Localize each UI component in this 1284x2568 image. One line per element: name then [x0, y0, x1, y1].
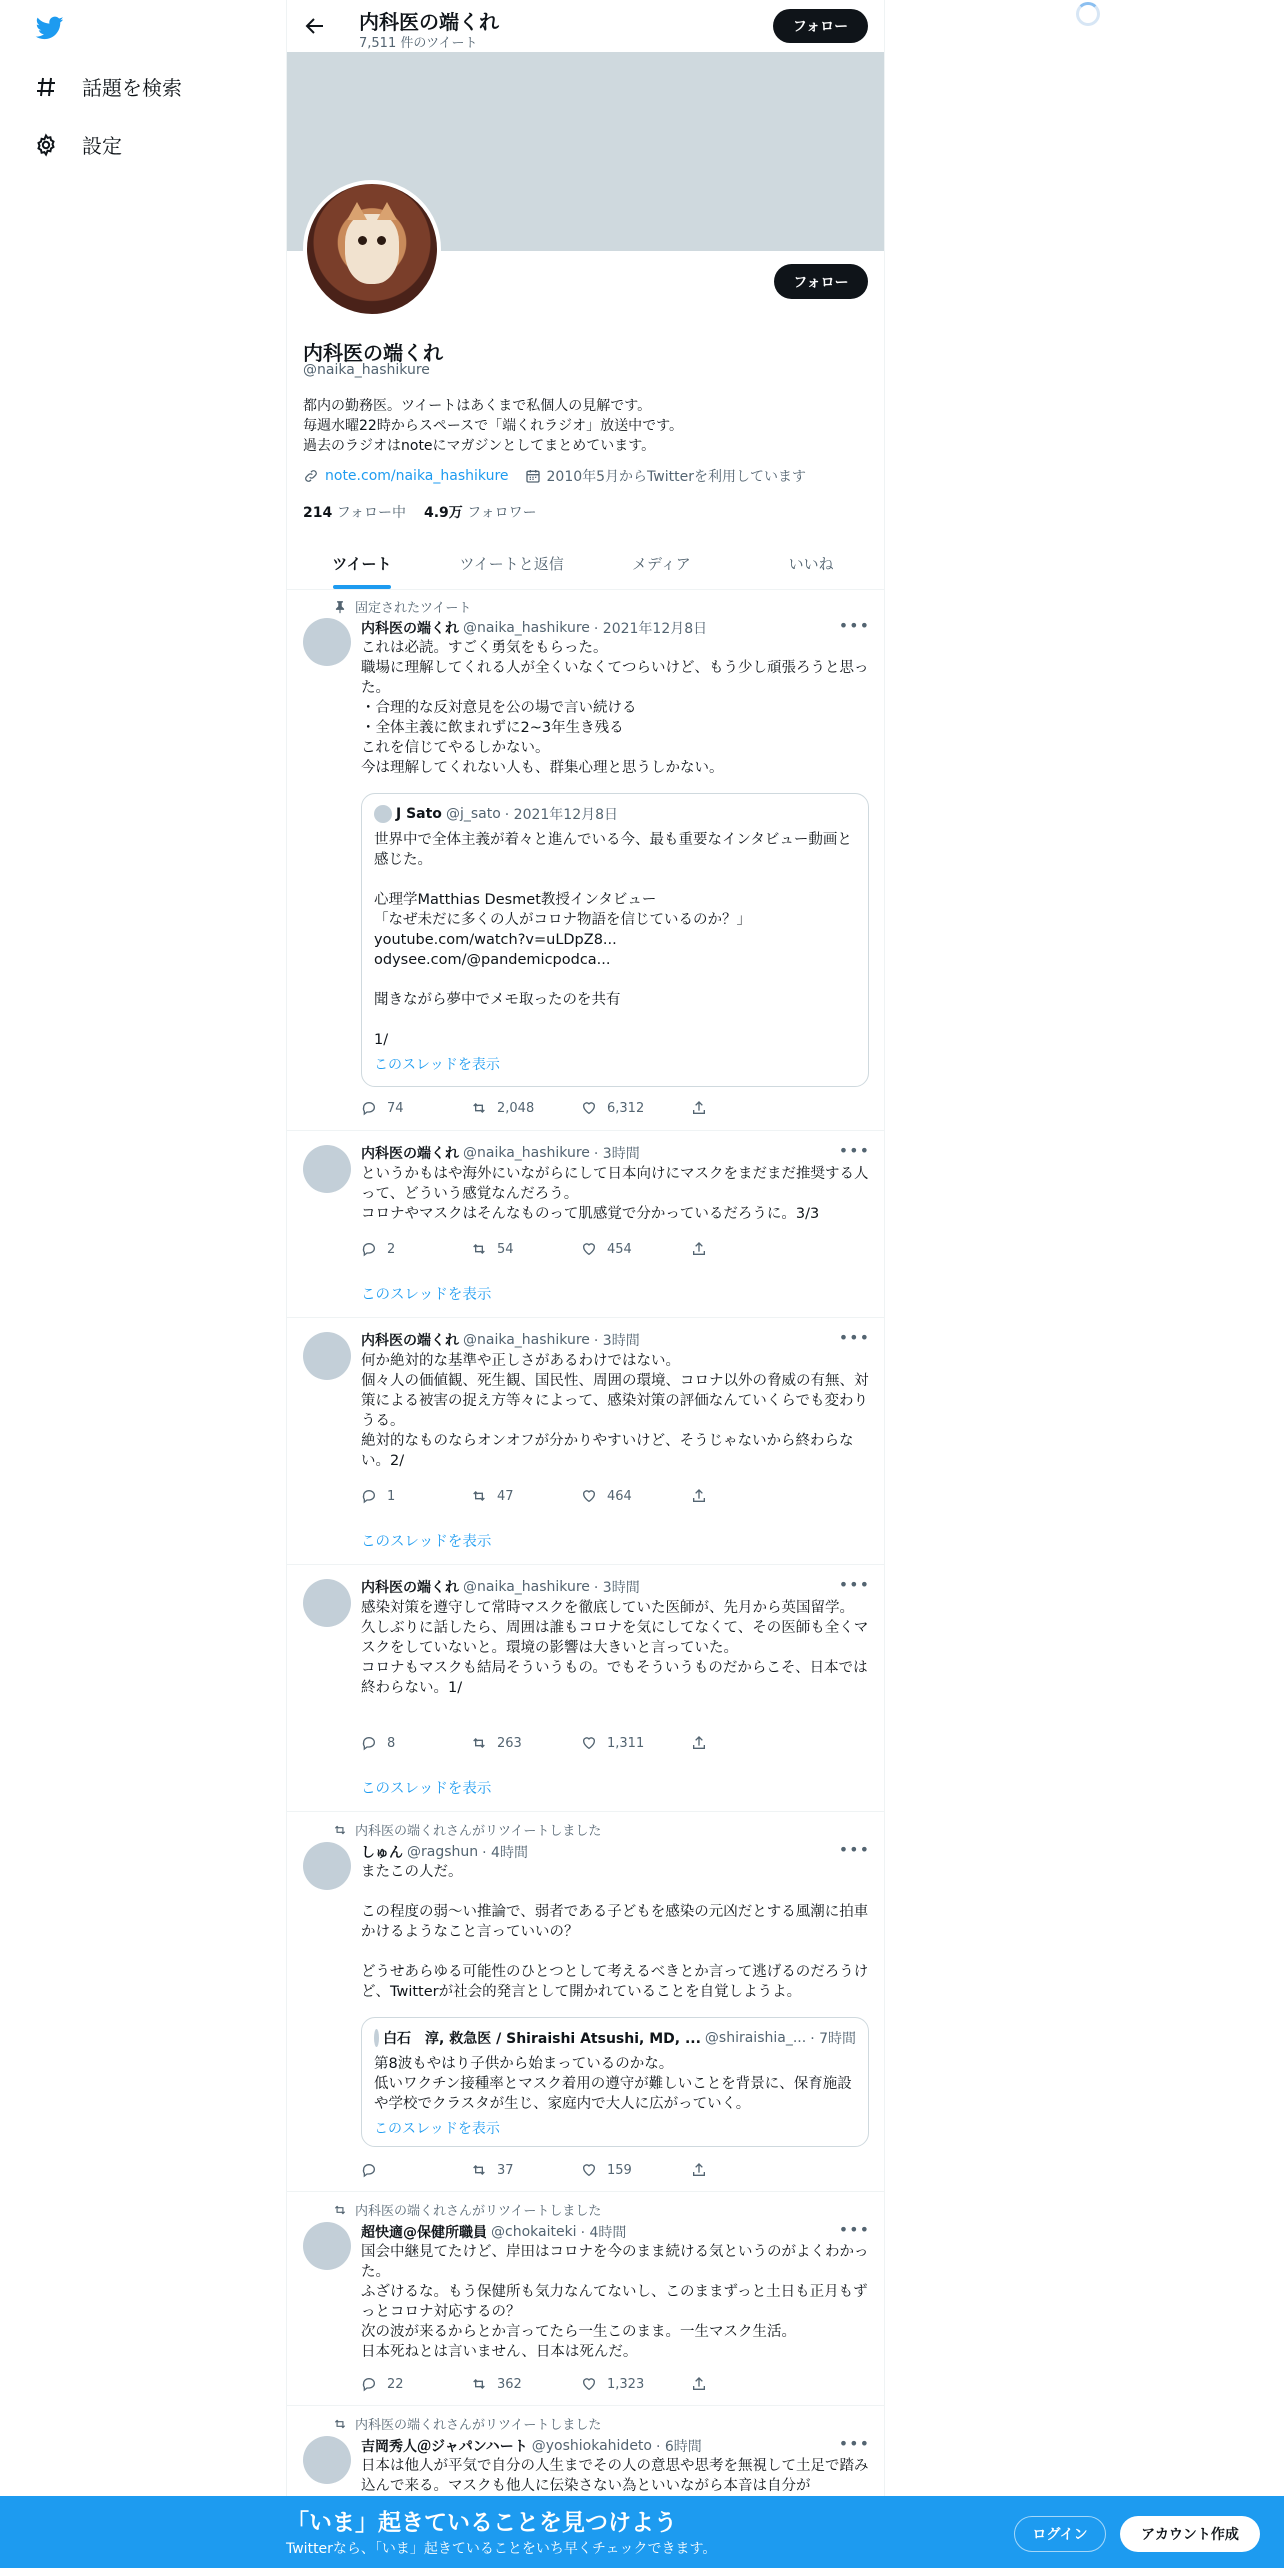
heart-icon: [581, 1488, 597, 1504]
author-handle[interactable]: @yoshiokahideto: [531, 2438, 652, 2454]
tweet-actions: [361, 2162, 801, 2178]
heart-icon: [581, 2162, 597, 2178]
pinned-label: 固定されたツイート: [333, 597, 471, 616]
timestamp[interactable]: · 3時間: [593, 1333, 640, 1349]
author-handle[interactable]: @chokaiteki: [491, 2224, 577, 2240]
timestamp[interactable]: · 6時間: [655, 2439, 702, 2455]
tweet-header: [361, 1842, 528, 1862]
avatar[interactable]: [303, 1145, 351, 1193]
twitter-bird-icon[interactable]: [34, 14, 66, 42]
quote-timestamp: · 2021年12月8日: [504, 807, 619, 823]
avatar[interactable]: [303, 618, 351, 666]
timestamp[interactable]: · 3時間: [593, 1146, 640, 1162]
profile-follow-button[interactable]: フォロー: [774, 264, 868, 299]
like-button[interactable]: 454: [581, 1241, 691, 1257]
share-icon: [691, 1735, 707, 1751]
avatar: [374, 805, 392, 823]
show-thread-link[interactable]: このスレッドを表示: [374, 2121, 500, 2137]
reply-icon: [361, 1241, 377, 1257]
tweet-header: [361, 1577, 640, 1597]
tweet-header: [361, 1143, 640, 1163]
tweet-text: これは必読。すごく勇気をもらった。 職場に理解してくれる人が全くいなくてつらいけど、もう少し頑張ろうと思った。 ・合理的な反対意見を公の場で言い続ける ・全体主義に飲まれずに2~3年生き残る これを信じてやるしかない。 今は理解してくれない人も、群集心理と思うしかない。: [361, 640, 869, 776]
tab-tweets-replies[interactable]: ツイートと返信: [459, 554, 564, 573]
author-handle[interactable]: @naika_hashikure: [463, 1579, 590, 1595]
tweet-actions: [361, 1735, 801, 1751]
tweet[interactable]: [287, 1131, 885, 1318]
retweet-button[interactable]: 263: [471, 1735, 581, 1751]
timestamp[interactable]: · 4時間: [482, 1845, 528, 1861]
retweet-button[interactable]: 362: [471, 2376, 581, 2392]
tweet[interactable]: [287, 1565, 885, 1812]
reply-icon: [361, 1488, 377, 1504]
more-icon[interactable]: •••: [838, 2220, 870, 2239]
reply-button[interactable]: 1: [361, 1488, 471, 1504]
sidebar-item-label: 設定: [82, 134, 122, 158]
reply-button[interactable]: 74: [361, 1100, 471, 1116]
retweet-icon: [333, 2417, 347, 2431]
heart-icon: [581, 1735, 597, 1751]
share-button[interactable]: [691, 2162, 801, 2178]
author-name[interactable]: 吉岡秀人＠ジャパンハート: [361, 2439, 528, 2455]
author-name[interactable]: 内科医の端くれ: [361, 1580, 459, 1596]
banner-subtitle: Twitterなら、「いま」起きていることをいち早くチェックできます。: [286, 2541, 717, 2557]
author-name[interactable]: しゅん: [361, 1845, 403, 1861]
tab-tweets[interactable]: ツイート: [287, 537, 437, 589]
back-arrow-icon[interactable]: [303, 14, 327, 38]
reply-button[interactable]: [361, 2162, 471, 2178]
timestamp[interactable]: · 4時間: [580, 2225, 627, 2241]
share-button[interactable]: [691, 2376, 801, 2392]
more-icon[interactable]: •••: [838, 1328, 870, 1347]
quote-text: 第8波もやはり子供から始まっているのかな。 低いワクチン接種率とマスク着用の遵守が難しいことを背景に、保育施設や学校でクラスタが生じ、家庭内で大人に広がっていく。: [374, 2056, 852, 2112]
tweet[interactable]: [287, 1318, 885, 1565]
tweet-text: 国会中継見てたけど、岸田はコロナを今のまま続ける気というのがよくわかった。 ふざけるな。もう保健所も気力なんてないし、このままずっと土日も正月もずっとコロナ対応するの？ 次の波が来るからとか言ってたら一生このまま。一生マスク生活。 日本死ねとは言いません、日本は死んだ。: [361, 2244, 869, 2360]
retweet-button[interactable]: 47: [471, 1488, 581, 1504]
loading-spinner-icon: [1076, 2, 1100, 26]
tweet-actions: [361, 1488, 801, 1504]
quoted-tweet[interactable]: [361, 2017, 869, 2147]
timestamp[interactable]: · 3時間: [593, 1580, 640, 1596]
avatar[interactable]: [303, 180, 441, 318]
tweet-text: というかもはや海外にいながらにして日本向けにマスクをまだまだ推奨する人って、どういう感覚なんだろう。 コロナやマスクはそんなものって肌感覚で分かっているだろうに。3/3: [361, 1166, 869, 1222]
share-icon: [691, 2376, 707, 2392]
reply-icon: [361, 2376, 377, 2392]
reply-icon: [361, 1735, 377, 1751]
quote-timestamp: · 7時間: [810, 2031, 856, 2047]
sidebar-item-label: 話題を検索: [82, 76, 182, 100]
tweet-header: [361, 2436, 702, 2456]
join-date: 2010年5月からTwitterを利用しています: [546, 469, 806, 485]
retweet-button[interactable]: 37: [471, 2162, 581, 2178]
retweet-icon: [471, 2376, 487, 2392]
share-button[interactable]: [691, 1241, 801, 1257]
retweet-icon: [333, 1823, 347, 1837]
tweet-header: [361, 618, 707, 638]
tweet-text: 感染対策を遵守して常時マスクを徹底していた医師が、先月から英国留学。 久しぶりに話したら、周囲は誰もコロナを気にしてなくて、その医師も全くマスクをしていないと。環境の影響は大きいと言っていた。 コロナもマスクも結局そういうもの。でもそういうものだからこそ、日本では終わらない。1/: [361, 1600, 869, 1696]
retweet-context: 内科医の端くれさんがリツイートしました: [333, 1820, 601, 1839]
reply-button[interactable]: 2: [361, 1241, 471, 1257]
author-name[interactable]: 内科医の端くれ: [361, 621, 459, 637]
avatar[interactable]: [303, 1332, 351, 1380]
retweet-icon: [471, 1241, 487, 1257]
tweet-text: 日本は他人が平気で自分の人生までその人の意思や思考を無視して土足で踏み込んで来る。マスクも他人に伝染さない為といいながら本音は自分が: [361, 2458, 869, 2494]
author-handle[interactable]: @ragshun: [407, 1844, 479, 1860]
avatar[interactable]: [303, 2436, 351, 2484]
tweet-header: [361, 2222, 626, 2242]
left-sidebar: [0, 0, 286, 2568]
profile-bio: 都内の勤務医。ツイートはあくまで私個人の見解です。 毎週水曜22時からスペースで「端くれラジオ」放送中です。 過去のラジオはnoteにマガジンとしてまとめています。: [303, 398, 683, 454]
share-icon: [691, 2162, 707, 2178]
gear-icon: [34, 133, 58, 157]
timestamp[interactable]: · 2021年12月8日: [593, 621, 708, 637]
top-bar: [287, 0, 884, 52]
share-icon: [691, 1241, 707, 1257]
avatar[interactable]: [303, 2222, 351, 2270]
retweet-icon: [471, 1735, 487, 1751]
quote-author-name: J Sato: [396, 806, 442, 822]
avatar[interactable]: [303, 1842, 351, 1890]
quoted-tweet[interactable]: [361, 793, 869, 1087]
author-handle[interactable]: @naika_hashikure: [463, 620, 590, 636]
more-icon[interactable]: •••: [838, 2434, 870, 2453]
retweet-icon: [333, 2203, 347, 2217]
sidebar-item-settings[interactable]: [34, 130, 122, 159]
following-count[interactable]: 214 フォロー中: [303, 505, 406, 521]
author-handle[interactable]: @naika_hashikure: [463, 1332, 590, 1348]
avatar: [374, 2029, 379, 2047]
like-button[interactable]: 1,311: [581, 1735, 691, 1751]
more-icon[interactable]: •••: [838, 1141, 870, 1160]
tab-likes[interactable]: いいね: [788, 554, 834, 573]
author-name[interactable]: 内科医の端くれ: [361, 1146, 459, 1162]
sidebar-item-explore[interactable]: [34, 72, 182, 101]
show-thread-link[interactable]: このスレッドを表示: [374, 1057, 500, 1073]
retweet-button[interactable]: 54: [471, 1241, 581, 1257]
retweet[interactable]: [287, 1812, 885, 2192]
avatar[interactable]: [303, 1579, 351, 1627]
share-button[interactable]: [691, 1488, 801, 1504]
like-button[interactable]: 6,312: [581, 1100, 691, 1116]
retweet-icon: [471, 1100, 487, 1116]
profile-tabs: [287, 537, 885, 590]
share-button[interactable]: [691, 1735, 801, 1751]
tab-media[interactable]: メディア: [631, 554, 691, 573]
tweet-header: [361, 1330, 640, 1350]
author-name[interactable]: 超快適@保健所職員: [361, 2225, 487, 2241]
tweet-count: 7,511 件のツイート: [359, 36, 478, 51]
heart-icon: [581, 1241, 597, 1257]
calendar-icon: [525, 468, 541, 484]
reply-icon: [361, 1100, 377, 1116]
show-thread-link[interactable]: このスレッドを表示: [361, 1781, 492, 1797]
share-button[interactable]: [691, 1100, 801, 1116]
profile-name: 内科医の端くれ: [303, 341, 443, 365]
quote-text: 世界中で全体主義が着々と進んでいる今、最も重要なインタビュー動画と感じた。 心理学Matthias Desmet教授インタビュー 「なぜ未だに多くの人がコロナ物語を信じているのか？」 youtube.com/watch?v=uLDpZ8... odysee.com/@pandemicpodca... 聞きながら夢中でメモ取ったのを共有 1/: [374, 832, 852, 1048]
share-icon: [691, 1488, 707, 1504]
retweet-context: 内科医の端くれさんがリツイートしました: [333, 2414, 601, 2433]
signup-button[interactable]: アカウント作成: [1120, 2516, 1260, 2552]
hashtag-icon: [34, 75, 58, 99]
more-icon[interactable]: •••: [838, 1575, 870, 1594]
tweet-actions: [361, 1100, 801, 1116]
quote-author-name: 白石 淳, 救急医 / Shiraishi Atsushi, MD, ...: [383, 2031, 701, 2047]
show-thread-link[interactable]: このスレッドを表示: [361, 1534, 492, 1550]
heart-icon: [581, 2376, 597, 2392]
follow-counts: [303, 502, 537, 522]
banner-title: 「いま」起きていることを見つけよう: [286, 2510, 677, 2536]
like-button[interactable]: 464: [581, 1488, 691, 1504]
author-handle[interactable]: @naika_hashikure: [463, 1145, 590, 1161]
cat-photo: [345, 214, 399, 284]
tweet-text: またこの人だ。 この程度の弱～い推論で、弱者である子どもを感染の元凶だとする風潮に拍車かけるようなこと言っていいの？ どうせあらゆる可能性のひとつとして考えるべきとか言って逃げるのだろうけど、Twitterが社会的発言として開かれていることを自覚しようよ。: [361, 1864, 869, 2000]
tweet-actions: [361, 1241, 801, 1257]
more-icon[interactable]: •••: [838, 1840, 870, 1859]
profile-meta: [303, 466, 806, 486]
reply-icon: [361, 2162, 377, 2178]
page-title: 内科医の端くれ: [359, 10, 499, 34]
login-button[interactable]: ログイン: [1014, 2516, 1106, 2552]
pin-icon: [333, 600, 347, 614]
retweet-button[interactable]: 2,048: [471, 1100, 581, 1116]
reply-button[interactable]: 8: [361, 1735, 471, 1751]
profile-column: [286, 0, 885, 2568]
retweet[interactable]: [287, 2192, 885, 2406]
like-button[interactable]: 1,323: [581, 2376, 691, 2392]
quote-header: [374, 804, 856, 824]
signup-banner: [0, 2496, 1284, 2568]
heart-icon: [581, 1100, 597, 1116]
retweet-context: 内科医の端くれさんがリツイートしました: [333, 2200, 601, 2219]
followers-count[interactable]: 4.9万 フォロワー: [424, 505, 537, 521]
more-icon[interactable]: •••: [838, 616, 870, 635]
like-button[interactable]: 159: [581, 2162, 691, 2178]
reply-button[interactable]: 22: [361, 2376, 471, 2392]
author-name[interactable]: 内科医の端くれ: [361, 1333, 459, 1349]
header-follow-button[interactable]: フォロー: [773, 9, 868, 43]
quote-header: [374, 2028, 856, 2048]
tweet-actions: [361, 2376, 801, 2392]
tweet-text: 何か絶対的な基準や正しさがあるわけではない。 個々人の価値観、死生観、国民性、周囲の環境、コロナ以外の脅威の有無、対策による被害の捉え方等々によって、感染対策の評価なんていくらでも変わりうる。 絶対的なものならオンオフが分かりやすいけど、そうじゃないから終わらない。2/: [361, 1353, 869, 1469]
retweet-icon: [471, 1488, 487, 1504]
profile-handle: @naika_hashikure: [303, 362, 430, 378]
link-icon: [303, 468, 319, 484]
profile-link[interactable]: note.com/naika_hashikure: [325, 468, 509, 484]
tweet-pinned[interactable]: [287, 590, 885, 1131]
share-icon: [691, 1100, 707, 1116]
quote-author-handle: @shiraishia_...: [704, 2030, 807, 2046]
retweet-icon: [471, 2162, 487, 2178]
quote-author-handle: @j_sato: [445, 806, 501, 822]
show-thread-link[interactable]: このスレッドを表示: [361, 1287, 492, 1303]
